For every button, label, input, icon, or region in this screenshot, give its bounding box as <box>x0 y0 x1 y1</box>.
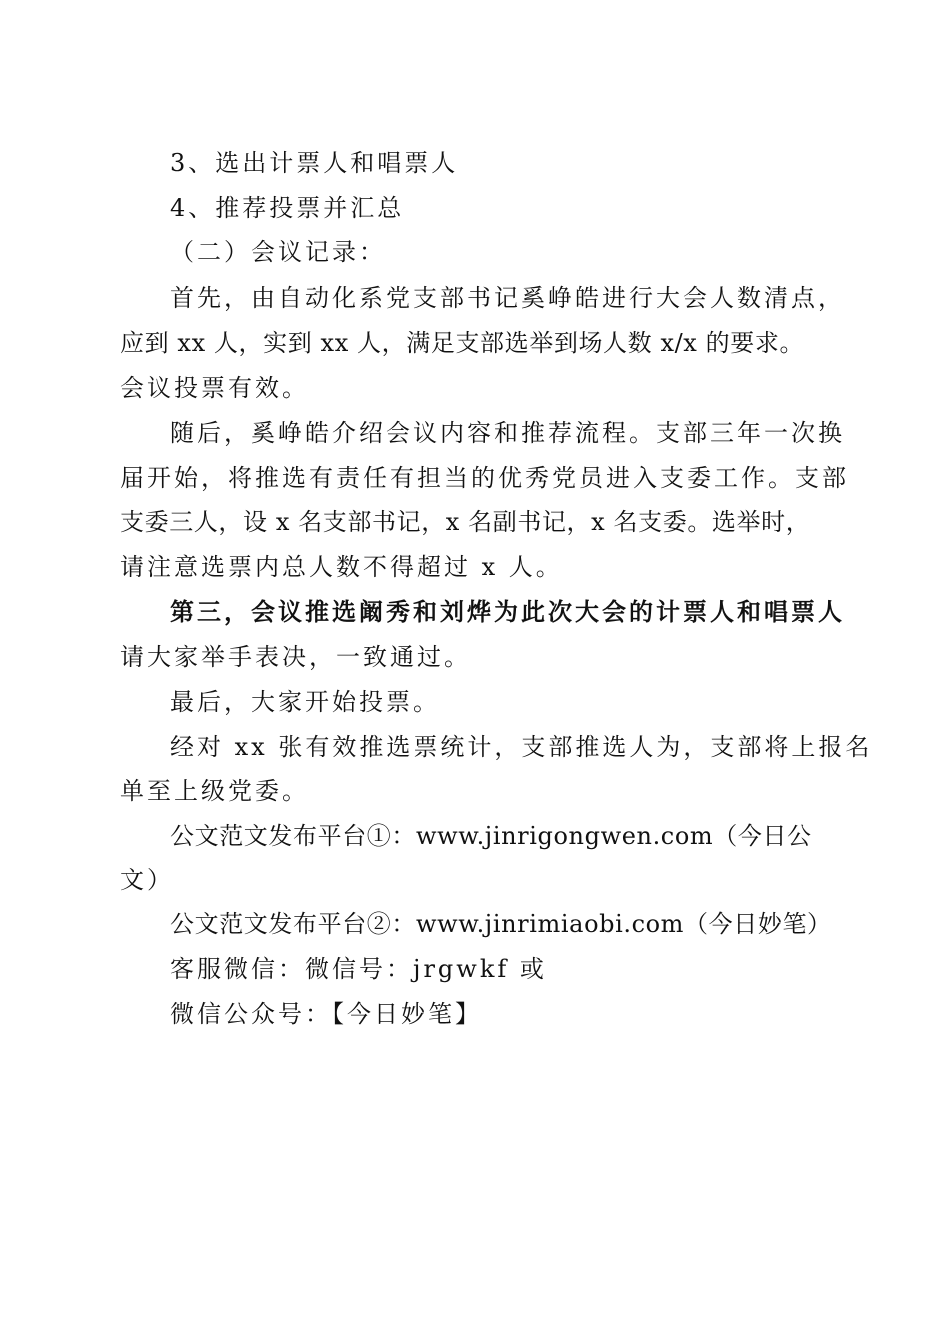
paragraph-line: 届开始，将推选有责任有担当的优秀党员进入支委工作。支部 <box>120 464 849 492</box>
paragraph-line: 会议投票有效。 <box>120 374 309 402</box>
wechat-service-line: 客服微信：微信号：jrgwkf 或 <box>170 955 547 983</box>
platform-line-2: 公文范文发布平台②：www.jinrimiaobi.com（今日妙笔） <box>170 910 832 938</box>
platform-line-1-cont: 文） <box>120 866 174 894</box>
paragraph-line-bold: 第三，会议推选阚秀和刘烨为此次大会的计票人和唱票人 <box>170 597 845 626</box>
paragraph-line: 请大家举手表决，一致通过。 <box>120 643 471 671</box>
paragraph-line: 最后，大家开始投票。 <box>170 688 440 716</box>
platform-line-1: 公文范文发布平台①：www.jinrigongwen.com（今日公 <box>170 822 812 850</box>
section-heading: （二）会议记录： <box>170 238 386 266</box>
paragraph-line: 首先，由自动化系党支部书记奚峥皓进行大会人数清点， <box>170 284 845 312</box>
paragraph-line: 单至上级党委。 <box>120 777 309 805</box>
paragraph-line: 随后，奚峥皓介绍会议内容和推荐流程。支部三年一次换 <box>170 419 845 447</box>
paragraph-line: 支委三人，设 x 名支部书记，x 名副书记，x 名支委。选举时， <box>120 508 811 536</box>
list-item-3: 3、选出计票人和唱票人 <box>170 149 459 177</box>
list-item-4: 4、推荐投票并汇总 <box>170 194 405 222</box>
paragraph-line: 应到 xx 人，实到 xx 人，满足支部选举到场人数 x/x 的要求。 <box>120 329 805 357</box>
wechat-official-line: 微信公众号：【今日妙笔】 <box>170 1000 482 1028</box>
paragraph-line: 经对 xx 张有效推选票统计，支部推选人为，支部将上报名 <box>170 733 873 761</box>
paragraph-line: 请注意选票内总人数不得超过 x 人。 <box>120 553 563 581</box>
